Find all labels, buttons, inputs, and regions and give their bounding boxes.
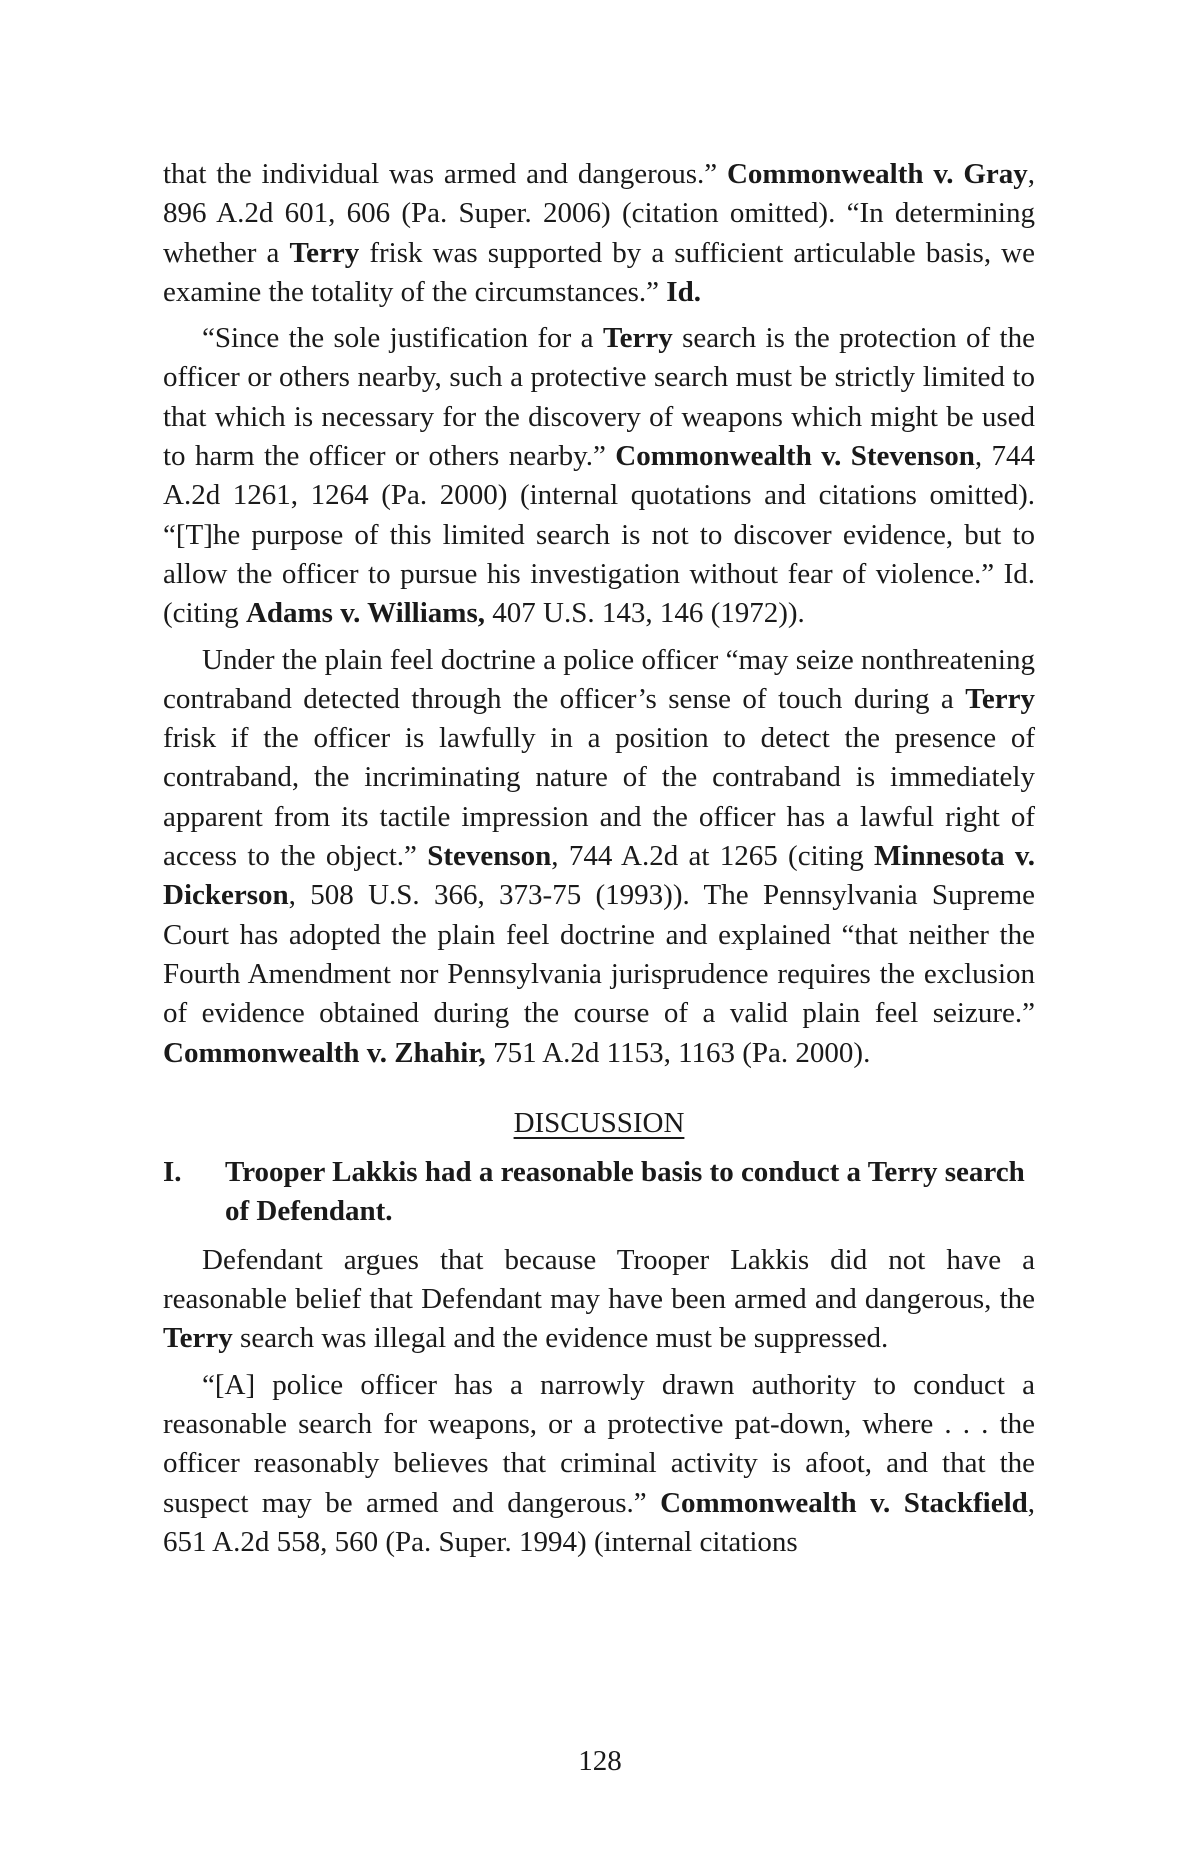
paragraph-5 [163, 1366, 1035, 1562]
text-run: “[A] police officer has a narrowly drawn authority to conduct a reasonable search for weapons, or a protective pat-down, where . . . the officer reasonably believes that criminal activity is afoot, and that the suspect may be armed and dangerous.” [163, 1368, 1035, 1519]
case-citation: Adams v. Williams, [245, 597, 485, 630]
text-run: 407 U.S. 143, 146 (1972)). [485, 597, 805, 630]
text-run: frisk was supported by a sufficient articulable basis, we examine the totality of the circumstances.” [163, 236, 1035, 308]
case-citation: Stevenson [427, 840, 552, 873]
case-citation: Commonwealth v. Stackfield [660, 1486, 1028, 1519]
case-name-terry: Terry [163, 1322, 233, 1355]
text-run: search was illegal and the evidence must be suppressed. [232, 1322, 889, 1355]
text-run: , 744 A.2d 1261, 1264 (Pa. 2000) (internal quotations and citations omitted). “[T]he purpose of this limited search is not to discover evidence, but to allow the officer to pursue his investigation without fear of violence.” Id. (citing [163, 440, 1035, 630]
paragraph-1 [163, 155, 1035, 312]
id-citation: Id. [666, 275, 701, 308]
case-citation: Commonwealth v. Stevenson [615, 440, 975, 473]
paragraph-3 [163, 641, 1035, 1073]
text-run: Under the plain feel doctrine a police officer “may seize nonthreatening contraband detected through the officer’s sense of touch during a [163, 643, 1035, 715]
case-citation: Commonwealth v. Zhahir, [163, 1036, 486, 1069]
case-citation: Minnesota v. Dickerson [163, 840, 1035, 912]
case-name-terry: Terry [289, 236, 360, 269]
text-run: , 744 A.2d at 1265 (citing [551, 840, 875, 873]
case-name-terry: Terry [602, 322, 673, 355]
paragraph-4 [163, 1241, 1035, 1359]
text-run: frisk if the officer is lawfully in a position to detect the presence of contraband, the incriminating nature of the contraband is immediately apparent from its tactile impression and the officer has a lawful right of access to the object.” [163, 722, 1035, 873]
text-run: Defendant argues that because Trooper Lakkis did not have a reasonable belief that Defendant may have been armed and dangerous, the [163, 1243, 1035, 1316]
section-number: I. [163, 1156, 182, 1189]
text-run: “Since the sole justification for a [202, 322, 603, 355]
page-number: 128 [578, 1745, 622, 1777]
paragraph-2 [163, 319, 1035, 633]
section-heading-1 [163, 1153, 1035, 1232]
text-run: , 508 U.S. 366, 373-75 (1993)). The Pennsylvania Supreme Court has adopted the plain feel doctrine and explained “that neither the Fourth Amendment nor Pennsylvania jurisprudence requires the exclusion of evidence obtained during the course of a valid plain feel seizure.” [163, 879, 1035, 1030]
document-page [163, 155, 1035, 1569]
text-run: search is the protection of the officer or others nearby, such a protective search must be strictly limited to that which is necessary for the discovery of weapons which might be used to harm the officer or others nearby.” [163, 322, 1035, 473]
discussion-heading: DISCUSSION [513, 1106, 685, 1139]
text-run: , 896 A.2d 601, 606 (Pa. Super. 2006) (citation omitted). “In determining whether a [163, 158, 1035, 269]
text-run: that the individual was armed and dangerous.” [163, 158, 727, 190]
section-title: Trooper Lakkis had a reasonable basis to conduct a Terry search of Defendant. [225, 1156, 1025, 1228]
text-run: , 651 A.2d 558, 560 (Pa. Super. 1994) (internal citations [163, 1486, 1035, 1558]
case-citation: Commonwealth v. Gray [726, 158, 1028, 190]
case-name-terry: Terry [965, 682, 1035, 715]
text-run: 751 A.2d 1153, 1163 (Pa. 2000). [485, 1036, 871, 1069]
